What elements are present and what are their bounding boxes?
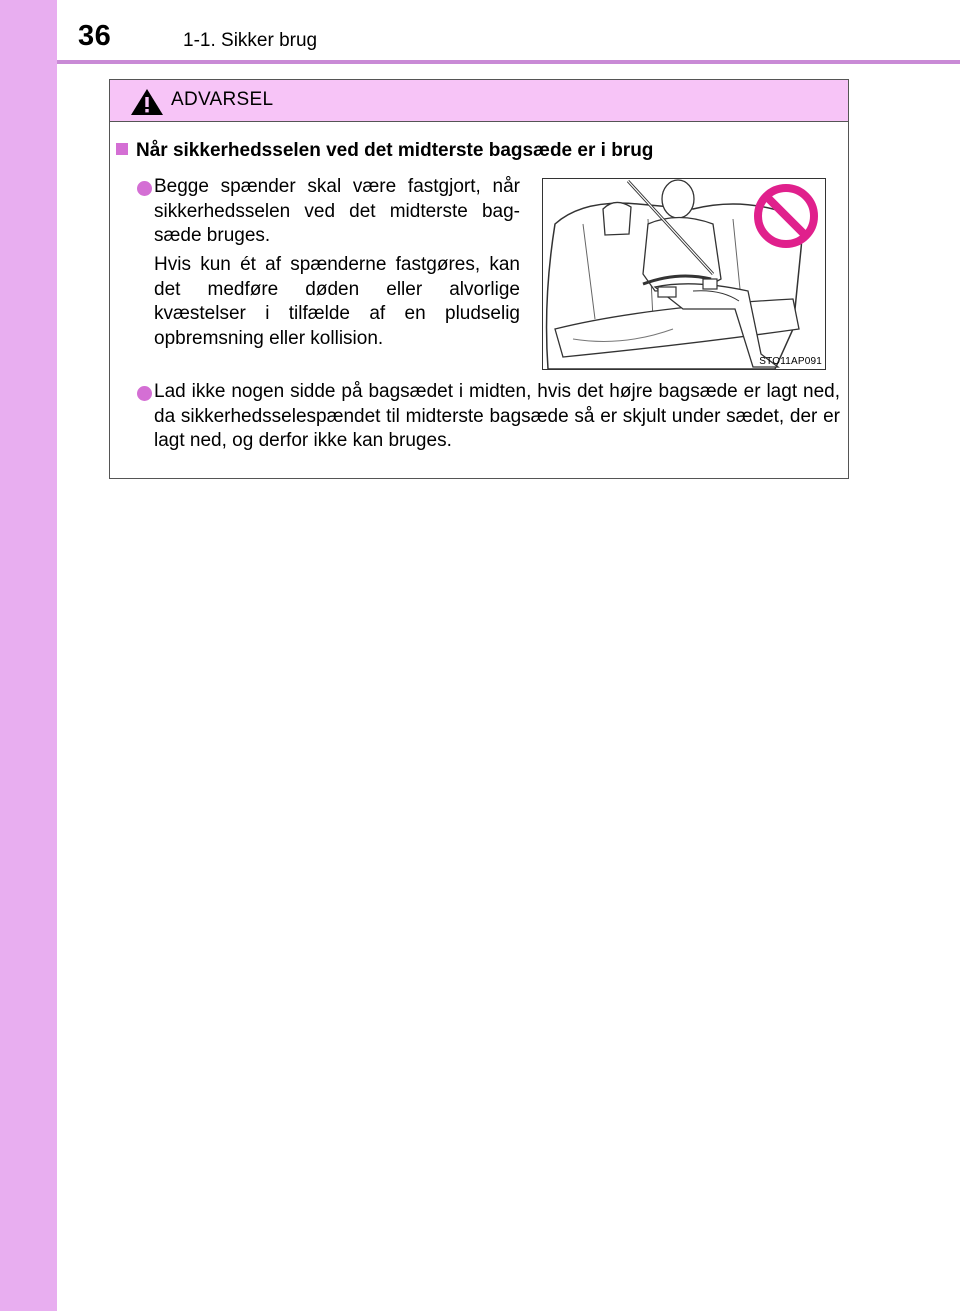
warning-triangle-icon [130, 88, 164, 116]
bullet-2-text: Lad ikke nogen sidde på bagsædet i midten, hvis det højre bagsæde er lagt ned, da sikkerhedsselespændet til midterste bagsæde så er skjult under sædet, der er lagt ned, og derfor ikke kan bruges. [154, 381, 840, 451]
bullet-icon [137, 181, 152, 196]
square-bullet-icon [116, 143, 128, 155]
subheading-text: Når sikkerhedsselen ved det midterste bagsæde er i brug [136, 140, 654, 161]
header-rule [57, 60, 960, 64]
section-title: 1-1. Sikker brug [183, 30, 318, 51]
warning-header [110, 80, 848, 122]
bullet-icon [137, 386, 152, 401]
prohibition-icon [758, 188, 814, 244]
page-number: 36 [78, 20, 112, 52]
warning-subheading [116, 140, 653, 162]
bullet-1-text: Begge spænder skal være fastgjort, når sikkerhedsselen ved det midterste bag-sæde bruges. [154, 176, 520, 246]
warning-label: ADVARSEL [171, 89, 274, 110]
bullet-1-paragraph-2: Hvis kun ét af spænderne fastgøres, kan det medføre døden eller alvorlige kvæstelser i tilfælde af en pludselig opbremsning eller kollision. [154, 254, 520, 349]
side-tab-bar [0, 0, 57, 1311]
figure-code: STO11AP091 [759, 356, 822, 367]
seat-figure [542, 178, 826, 370]
warning-box [109, 79, 849, 479]
seat-occupant-illustration [543, 179, 825, 369]
